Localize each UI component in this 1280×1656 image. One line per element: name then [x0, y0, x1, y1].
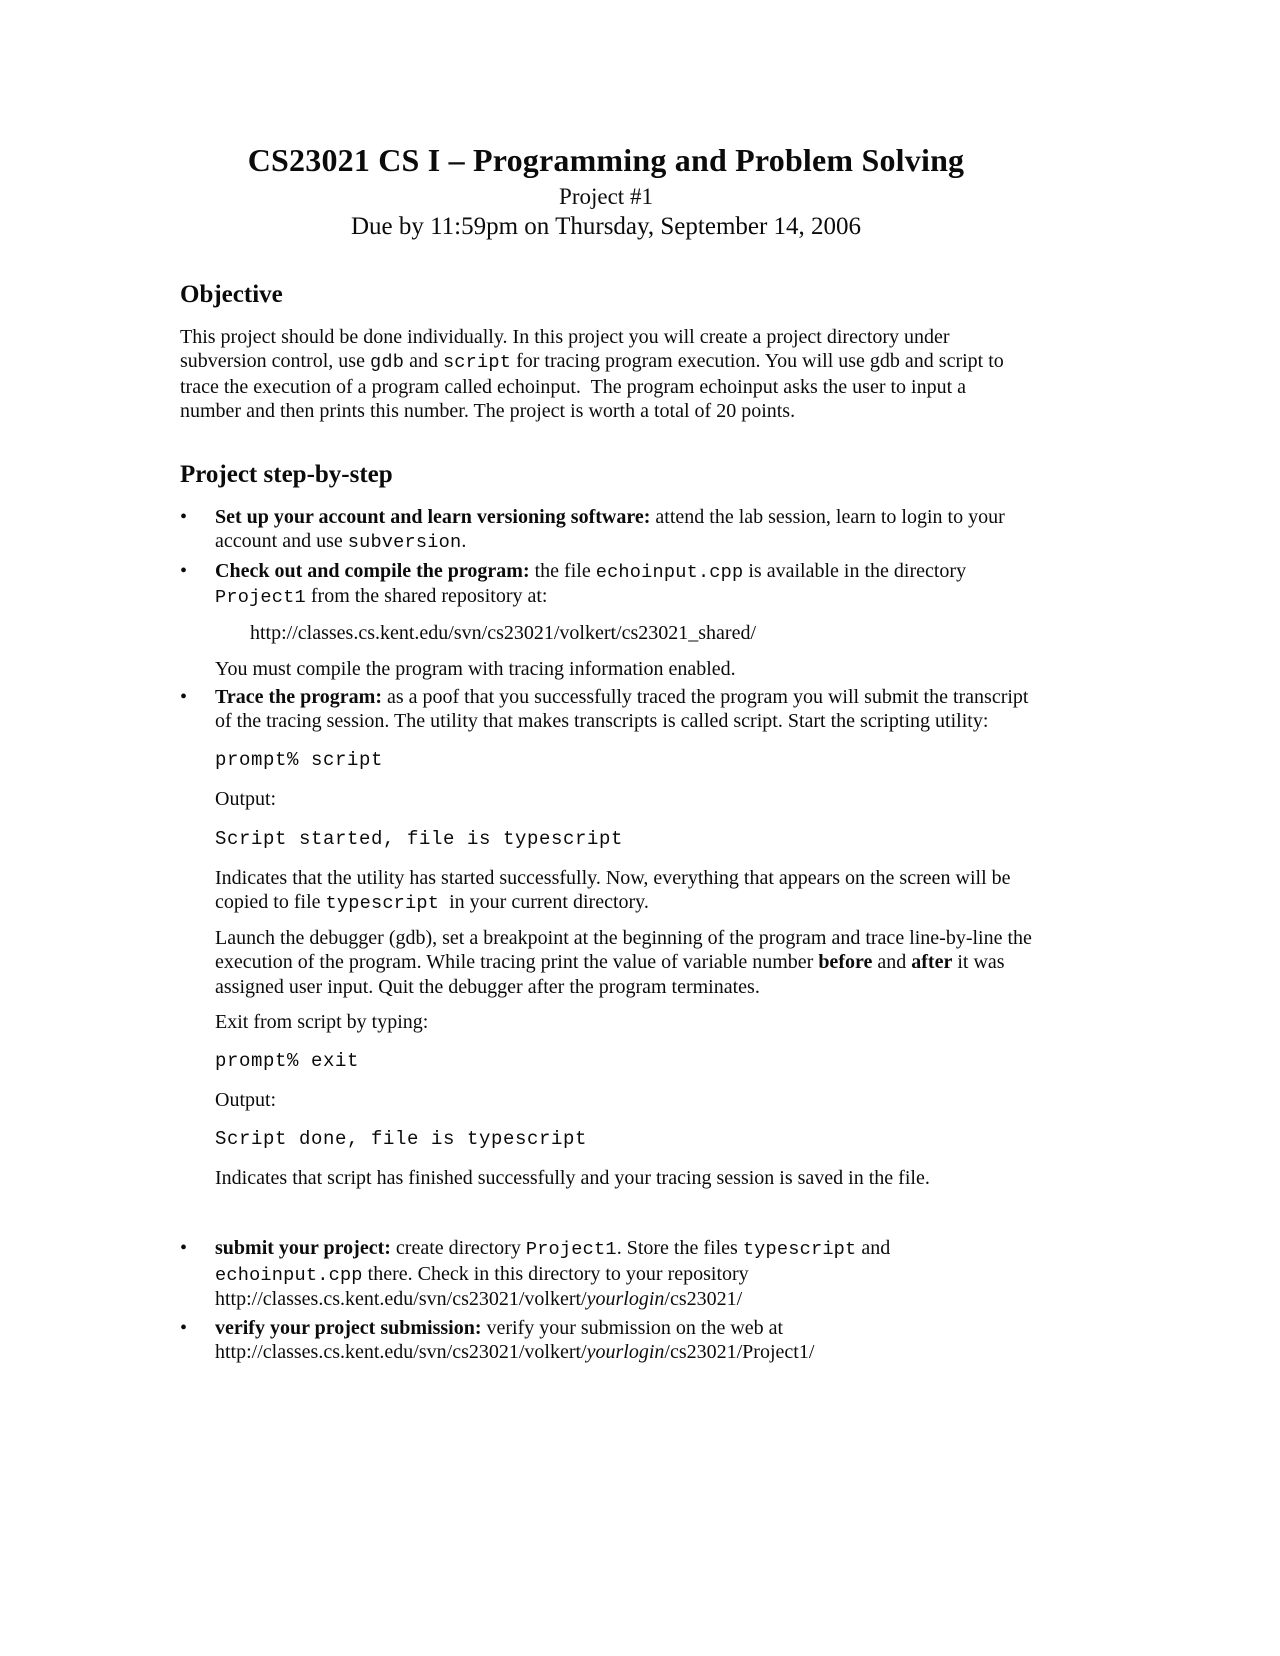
shared-repository-url: http://classes.cs.kent.edu/svn/cs23021/volkert/cs23021_shared/	[250, 621, 757, 644]
step-submit-project	[180, 1236, 1032, 1311]
step-verify-submission	[180, 1316, 1032, 1364]
step-body	[215, 1316, 1032, 1364]
text-run: .	[461, 530, 467, 553]
project-number: Project #1	[559, 184, 653, 209]
terminal-command-script: prompt% script	[215, 749, 384, 772]
bullet-icon: •	[180, 506, 188, 529]
steps-section	[180, 461, 1037, 1364]
step-body	[215, 685, 1037, 1190]
step-paragraph	[215, 1010, 1032, 1034]
output-label	[215, 787, 1032, 811]
text-run: and	[404, 350, 443, 373]
objective-section	[180, 281, 1032, 423]
step-paragraph	[215, 1316, 1032, 1364]
bullet-icon: •	[180, 1316, 188, 1339]
step-paragraph	[215, 1166, 1032, 1190]
step-paragraph	[215, 559, 1032, 610]
bullet-icon: •	[180, 1237, 188, 1260]
text-run-i: yourlogin	[586, 1288, 665, 1311]
text-run: the file	[529, 559, 596, 582]
text-run: attend the lab session, learn to login to your account and use	[215, 506, 1010, 553]
text-run: Launch the debugger (gdb), set a breakpoint at the beginning of the program and trace line-by-line the execution of the program. While tracing print the value of variable number	[215, 927, 1037, 974]
terminal-command-exit: prompt% exit	[215, 1050, 360, 1073]
objective-heading: Objective	[180, 281, 283, 308]
text-run: Output:	[215, 788, 277, 811]
text-run-b: Check out and compile the program:	[215, 559, 530, 582]
text-run: http://classes.cs.kent.edu/svn/cs23021/volkert/	[215, 1340, 587, 1363]
text-run-mono: typescript	[742, 1239, 857, 1261]
step-paragraph	[215, 866, 1032, 916]
steps-heading: Project step-by-step	[180, 461, 393, 489]
text-run: Indicates that script has finished successfully and your tracing session is saved in the file.	[215, 1167, 930, 1190]
text-run: there. Check in this directory to your repository	[362, 1262, 754, 1285]
step-setup-account	[180, 505, 1032, 555]
step-paragraph	[215, 657, 1032, 681]
text-run-b: verify your project submission:	[215, 1316, 482, 1339]
objective-paragraph	[180, 325, 1032, 423]
text-run: and	[872, 951, 912, 974]
text-run: http://classes.cs.kent.edu/svn/cs23021/volkert/	[215, 1288, 587, 1311]
bullet-icon: •	[180, 686, 188, 709]
text-run: verify your submission on the web at	[481, 1316, 789, 1339]
text-run-b: Set up your account and learn versioning software:	[215, 506, 651, 529]
step-body	[215, 505, 1032, 555]
text-run: This project should be done individually. In this project you will create a project directory under subversion control, use	[180, 326, 955, 373]
text-run: /cs23021/Project1/	[664, 1340, 815, 1363]
text-run-mono: echoinput.cpp	[595, 561, 744, 583]
text-run-mono: gdb	[369, 352, 405, 374]
text-run-b: submit your project:	[215, 1237, 391, 1260]
text-run: Exit from script by typing:	[215, 1010, 429, 1033]
text-run-mono: echoinput.cpp	[215, 1264, 363, 1286]
text-run-i: yourlogin	[586, 1340, 665, 1363]
document-header	[180, 142, 1032, 241]
due-date: Due by 11:59pm on Thursday, September 14, 2006	[350, 213, 862, 240]
text-run-mono: Project1	[525, 1239, 617, 1261]
step-body	[215, 1236, 1032, 1311]
text-run: Output:	[215, 1089, 277, 1112]
text-run: as a poof that you successfully traced the program you will submit the transcript of the tracing session. The utility that makes transcripts is called script. Start the scripting utility:	[215, 686, 1034, 733]
step-paragraph	[215, 926, 1037, 999]
step-checkout-compile	[180, 559, 1032, 681]
text-run: it was assigned user input. Quit the debugger after the program terminates.	[215, 951, 1010, 998]
step-paragraph	[215, 505, 1032, 555]
terminal-output-script-started: Script started, file is typescript	[215, 827, 624, 850]
text-run: is available in the directory	[743, 559, 972, 582]
document-title: CS23021 CS I – Programming and Problem Solving	[247, 142, 965, 178]
text-run: for tracing program execution. You will use gdb and script to trace the execution of a program called echoinput. The program echoinput asks the user to input a number and then prints this number. The project is worth a total of 20 points.	[180, 350, 1009, 422]
terminal-output-script-done: Script done, file is typescript	[215, 1128, 588, 1151]
text-run-mono: typescript	[325, 892, 440, 914]
step-trace-program	[180, 685, 1037, 1190]
text-run-mono: script	[442, 352, 512, 374]
text-run: create directory	[390, 1237, 526, 1260]
text-run-b: Trace the program:	[215, 686, 382, 709]
text-run: You must compile the program with tracing information enabled.	[215, 657, 736, 680]
step-body	[215, 559, 1032, 681]
text-run-mono: subversion	[347, 532, 462, 554]
text-run: from the shared repository at:	[305, 585, 548, 608]
output-label	[215, 1088, 1032, 1112]
step-paragraph	[215, 685, 1032, 733]
text-run: in your current directory.	[439, 890, 649, 913]
text-run: . Store the files	[616, 1237, 743, 1260]
text-run-mono: Project1	[215, 587, 306, 609]
text-run-b: before	[818, 951, 873, 974]
text-run: and	[856, 1237, 896, 1260]
bullet-icon: •	[180, 559, 188, 582]
step-paragraph	[215, 1236, 1032, 1311]
text-run: /cs23021/	[664, 1288, 743, 1311]
text-run-b: after	[911, 951, 953, 974]
text-run: Indicates that the utility has started successfully. Now, everything that appears on the screen will be copied to file	[215, 866, 1016, 913]
